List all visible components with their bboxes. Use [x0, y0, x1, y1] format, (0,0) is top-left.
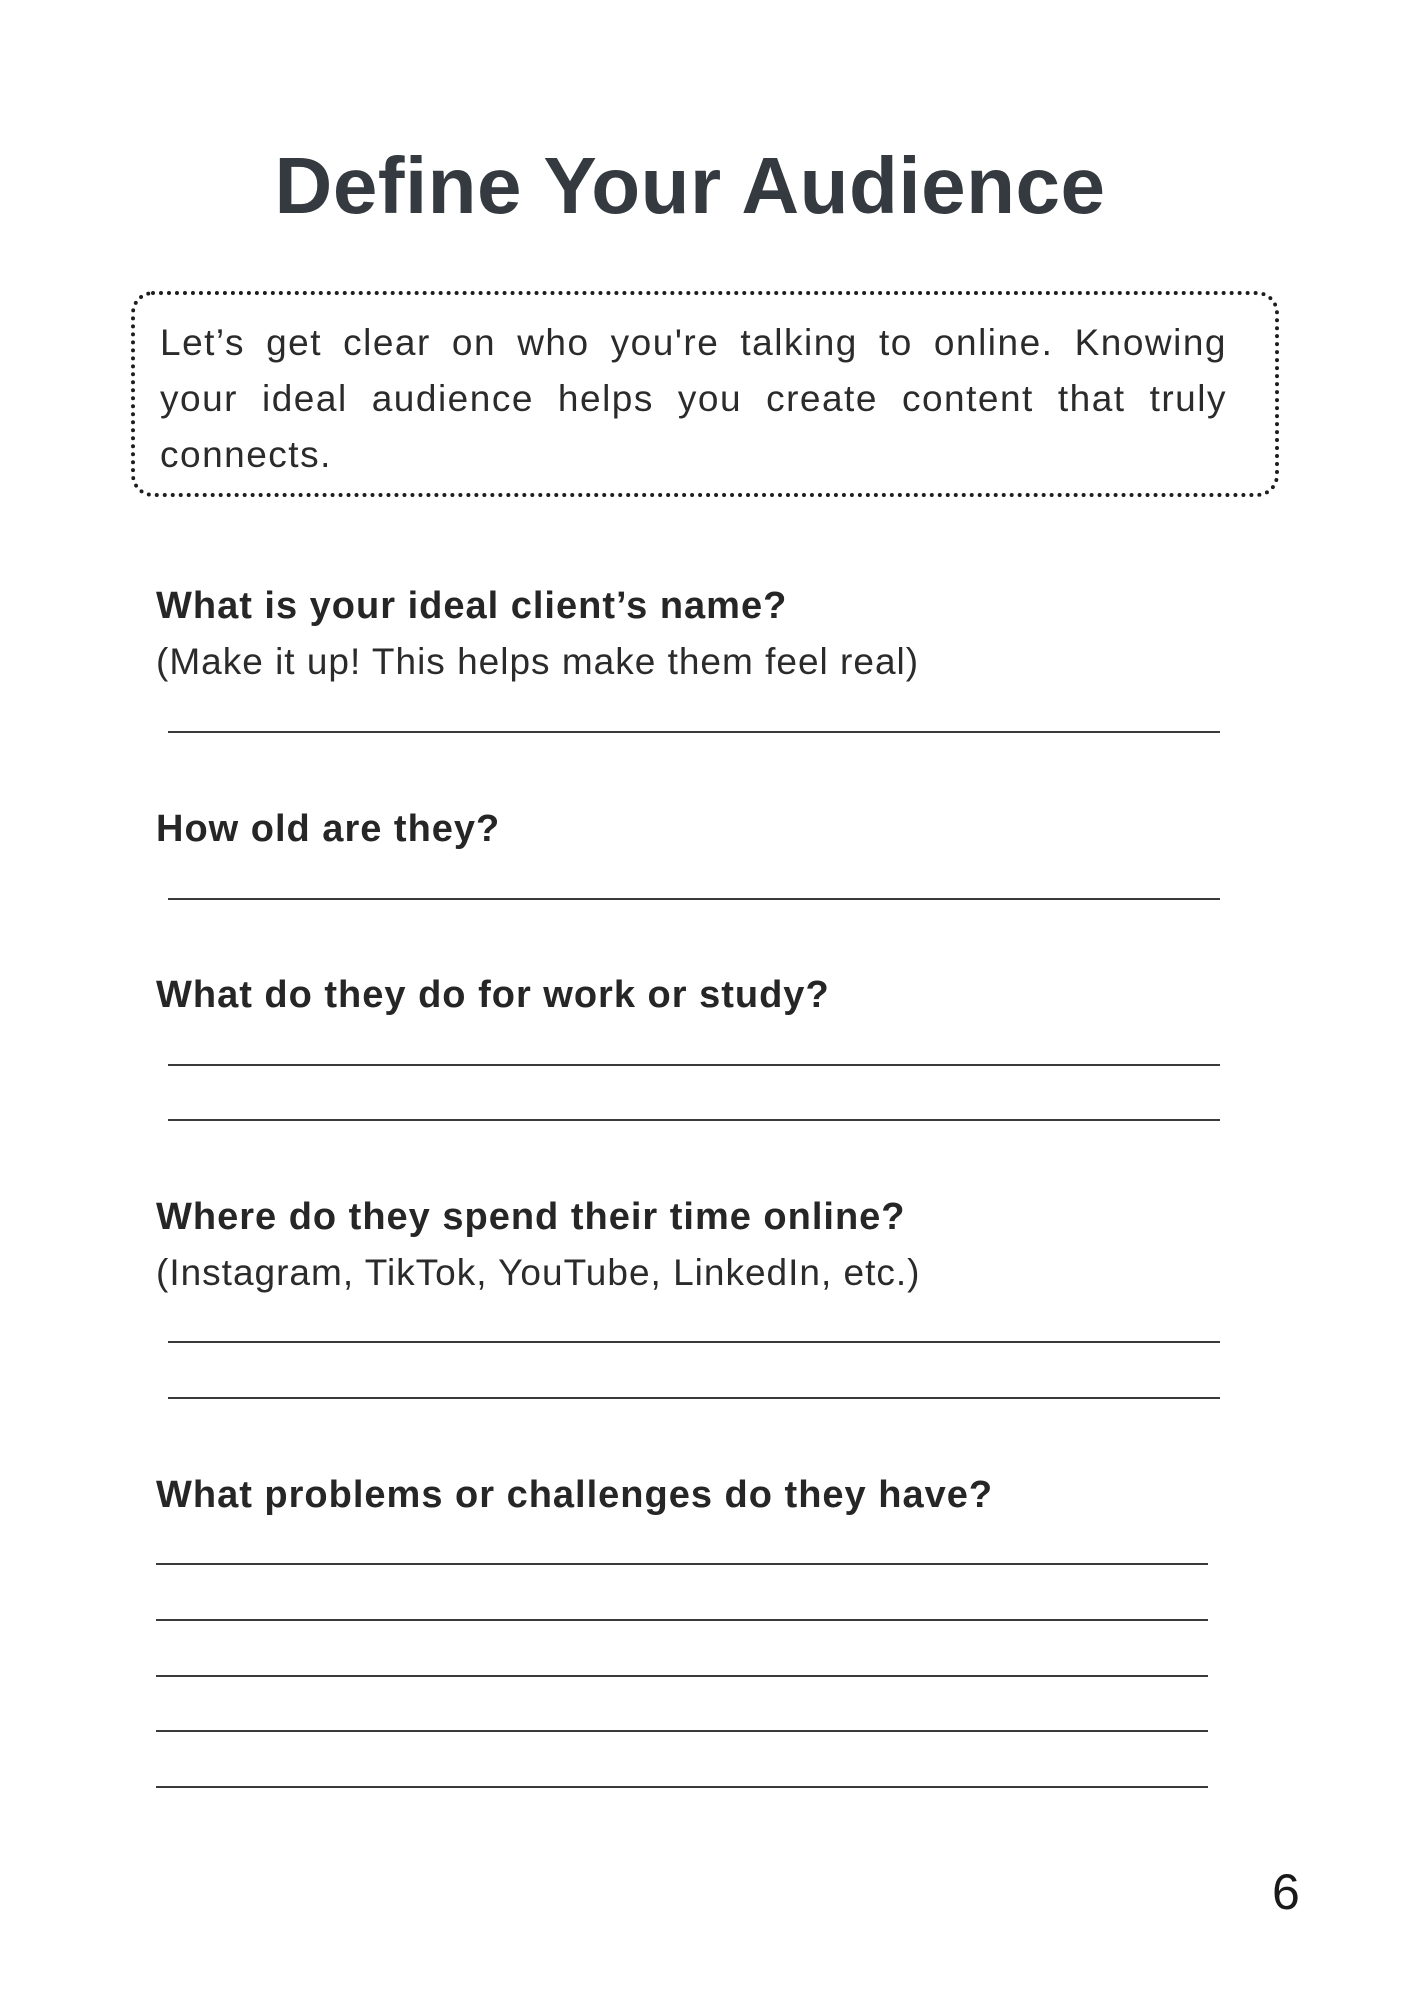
hint-online-time: (Instagram, TikTok, YouTube, LinkedIn, etc.) — [156, 1252, 921, 1293]
question-work-study: What do they do for work or study? — [156, 974, 830, 1016]
answer-line-online-time-1[interactable] — [168, 1341, 1220, 1343]
intro-text: Let’s get clear on who you're talking to online. Knowing your ideal audience helps you create content that truly connects. — [160, 322, 1227, 475]
answer-line-problems-3[interactable] — [156, 1675, 1208, 1677]
answer-line-online-time-2[interactable] — [168, 1397, 1220, 1399]
question-problems: What problems or challenges do they have? — [156, 1474, 994, 1516]
answer-line-problems-1[interactable] — [156, 1563, 1208, 1565]
question-age: How old are they? — [156, 808, 501, 850]
answer-line-problems-4[interactable] — [156, 1730, 1208, 1732]
answer-line-work-study-1[interactable] — [168, 1064, 1220, 1066]
page-title: Define Your Audience — [274, 141, 1106, 230]
intro-box — [131, 291, 1279, 497]
answer-line-client-name[interactable] — [168, 731, 1220, 733]
answer-line-work-study-2[interactable] — [168, 1119, 1220, 1121]
question-client-name: What is your ideal client’s name? — [156, 585, 788, 627]
answer-line-age[interactable] — [168, 898, 1220, 900]
answer-line-problems-5[interactable] — [156, 1786, 1208, 1788]
page-number: 6 — [1272, 1864, 1300, 1920]
hint-client-name: (Make it up! This helps make them feel real) — [156, 641, 920, 682]
answer-line-problems-2[interactable] — [156, 1619, 1208, 1621]
question-online-time: Where do they spend their time online? — [156, 1196, 906, 1238]
